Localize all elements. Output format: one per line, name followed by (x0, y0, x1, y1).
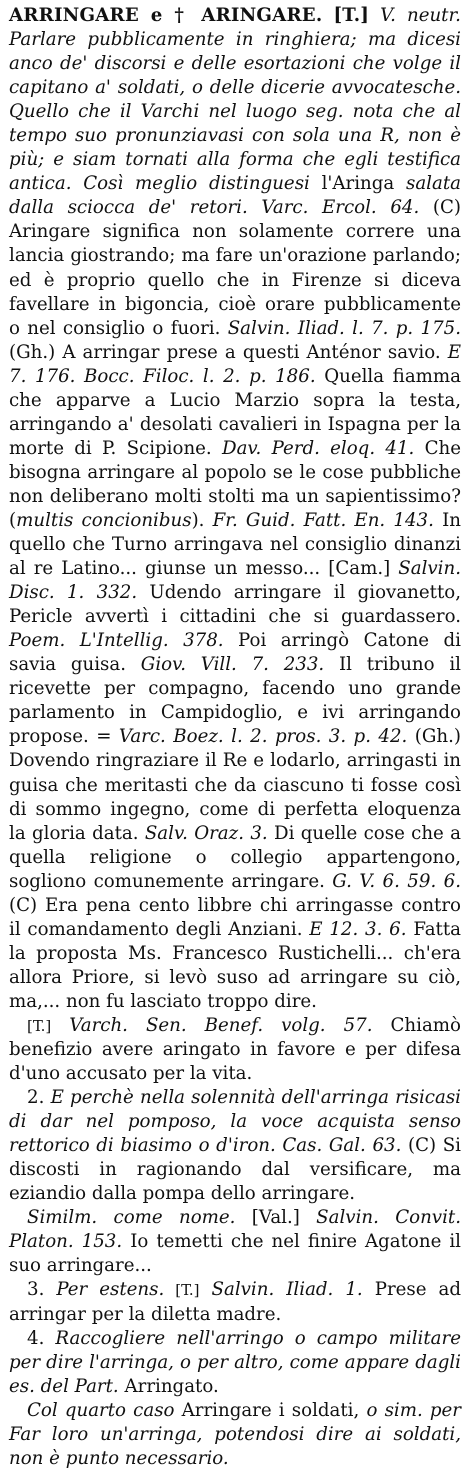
citation: Salvin. Disc. 1. 332. (9, 558, 461, 604)
cross-reference: Arringato. (118, 1375, 219, 1397)
quote: Di quelle cose che a quella religione o collegio appartengono, sogliono comunemente arringare. (9, 822, 461, 892)
source-tag: [T.] (333, 5, 370, 26)
sense-definition: E perchè nella solennità dell'arringa risicasi di dar nel pomposo, la voce acquista senso rettorico di biasimo o d'iron. Cas. Gal. 63. (9, 1087, 461, 1157)
quote: Prese ad arringar per la diletta madre. (9, 1279, 461, 1325)
quote: Il tribuno il ricevette per compagno, facendo uno grande parlamento in Campidoglio, e ivi arringando propose. = (9, 654, 461, 748)
citation: E 7. 176. Bocc. Filoc. l. 2. p. 186. (9, 341, 461, 387)
note-text: Col quarto caso (27, 1399, 175, 1421)
entry-main-paragraph (9, 4, 461, 1014)
entry-sense-4 (9, 1327, 461, 1399)
sense-label: Similm. come nome. (27, 1207, 236, 1229)
quote: (Gh.) Dovendo ringraziare il Re e lodarlo, arringasti in guisa che meritasti che da ciascuno ti fosse così di sommo ingegno, come di perfetta eloquenza la gloria data. (9, 726, 461, 844)
citation: Salvin. Convit. Platon. 153. (9, 1207, 461, 1253)
citation: Salv. Oraz. 3. (144, 822, 268, 844)
citation: Varc. Boez. l. 2. pros. 3. p. 42. (118, 726, 408, 748)
quote: Poi arringò Catone di savia guisa. (9, 630, 461, 676)
aringa-word: l'Aringa (321, 173, 395, 195)
quote: (C) Aringare significa non solamente correre una lancia giostrando; ma fare un'orazione parlando; ed è proprio quello che in Firenze si diceva favellare in bigoncia, cioè orare pubblicamente o nel consiglio o fuori. (9, 197, 462, 339)
sense-number: 3. (27, 1279, 45, 1301)
sense-definition: Raccogliere nell'arringo o campo militare per dire l'arringa, o per altro, come appare dagli es. del Part. (9, 1327, 461, 1397)
entry-headword: ARRINGARE e † ARINGARE. (9, 5, 323, 26)
citation: Poem. L'Intellig. 378. (9, 630, 224, 652)
citation: E 12. 3. 6. (309, 918, 407, 940)
definition-text: V. neutr. Parlare pubblicamente in ringhiera; ma dicesi anco de' discorsi e delle esortazioni che volge il capitano a' soldati, o delle dicerie avvocatesche. Quello che il Varchi nel luogo seg. nota che al tempo suo pronunziavasi con sola una R, non è più; e siam tornati alla forma che egli testifica antica. Così meglio distinguesi (9, 5, 461, 195)
citation: Salvin. Iliad. l. 7. p. 175. (227, 317, 461, 339)
sense-number: 2. (27, 1087, 45, 1109)
quote: ). (191, 509, 213, 531)
entry-sense-3 (9, 1278, 461, 1326)
entry-final-note (9, 1399, 461, 1471)
quote: Quella fiamma che apparve a Lucio Marzio sopra la testa, arringando a' desolati cavalieri in Ispagna per la morte di P. Scipione. (9, 365, 461, 459)
quote: Udendo arringare il giovanetto, Pericle avvertì i cittadini che si guardassero. (9, 582, 461, 628)
quote: Che bisogna arringare al popolo se le cose pubbliche non deliberano molti stolti ma un sapientissimo? ( (9, 437, 461, 531)
definition-text-continued: salata dalla sciocca de' retori. Varc. Ercol. 64. (9, 173, 461, 219)
note-text: o sim. per Far loro un'arringa, potendosi dire ai soldati, non è punto necessario. (9, 1399, 462, 1469)
sense-label: Per estens. (44, 1279, 165, 1301)
entry-sense-similm (9, 1206, 461, 1278)
quote: (C) Era pena cento libbre chi arringasse contro il comandamento degli Anziani. (9, 894, 461, 940)
citation: Dav. Perd. eloq. 41. (221, 437, 415, 459)
quote: In quello che Turno arringava nel consiglio dinanzi al re Latino... giunse un messo... [Cam.] (9, 509, 461, 580)
note-example: Arringare i soldati, (174, 1399, 367, 1421)
entry-sense-1b (9, 1014, 461, 1086)
quote: (Gh.) A arringar prese a questi Anténor savio. (9, 341, 448, 363)
citation: G. V. 6. 59. 6. (332, 870, 462, 892)
citation: Giov. Vill. 7. 233. (140, 654, 325, 676)
sense-number: 4. (27, 1327, 45, 1349)
source-tag: [Val.] (235, 1207, 300, 1229)
quote: (C) Si discosti in ragionando dal versificare, ma eziandio dalla pompa dello arringare. (9, 1135, 461, 1205)
citation: Fr. Guid. Fatt. En. 143. (212, 509, 434, 531)
citation: Salvin. Iliad. 1. (199, 1279, 363, 1301)
entry-sense-2 (9, 1086, 461, 1206)
source-tag: [T.] (164, 1281, 200, 1300)
source-tag: [T.] (27, 1016, 52, 1035)
quote: Io temetti che nel finire Agatone il suo arringare... (9, 1231, 461, 1277)
latin-gloss: multis concionibus (16, 509, 192, 531)
citation: Varch. Sen. Benef. volg. 57. (51, 1014, 373, 1036)
quote: Fatta la proposta Ms. Francesco Rustichelli... ch'era allora Priore, si levò suso ad arringare su ciò, ma,... non fu lasciato troppo dire. (9, 918, 462, 1012)
quote: Chiamò benefizio avere aringato in favore e per difesa d'uno accusato per la vita. (9, 1014, 461, 1085)
